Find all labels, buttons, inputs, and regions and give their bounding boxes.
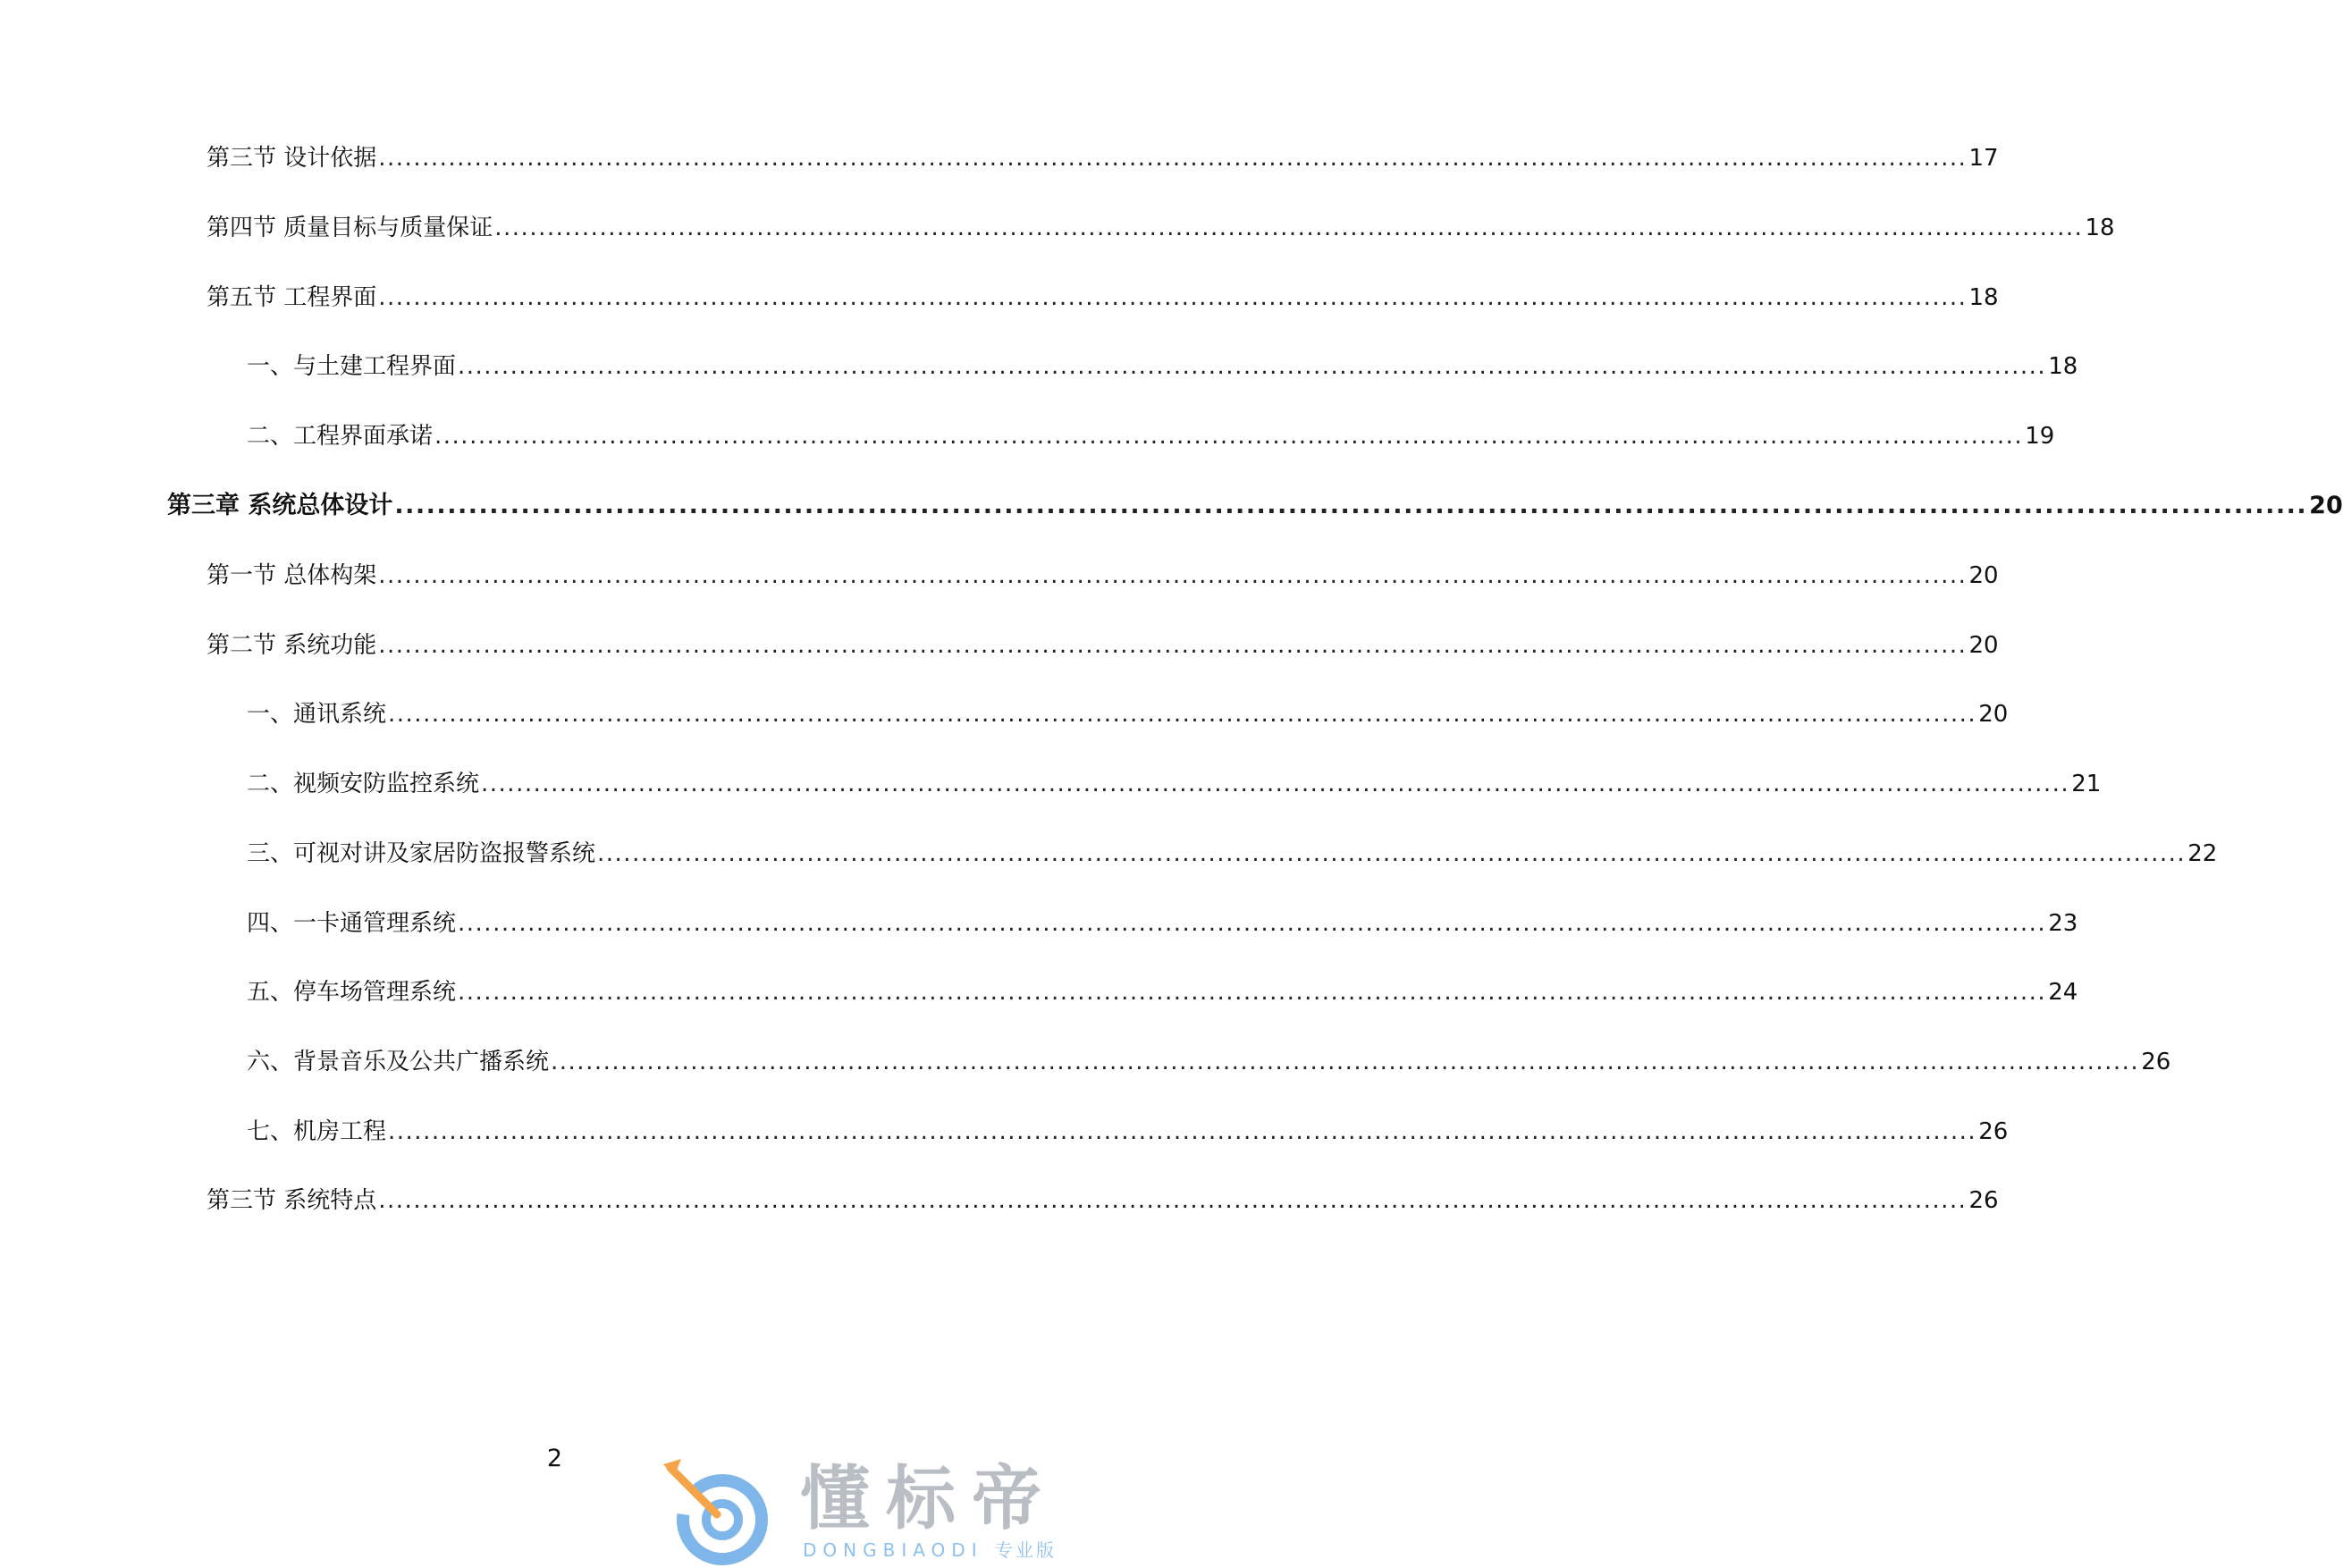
toc-entry[interactable]	[206, 556, 1999, 595]
toc-entry[interactable]	[247, 695, 2009, 734]
toc-leader-dots: ......................................................................................................................................................................................	[378, 562, 1968, 589]
toc-entry-label: 二、工程界面承诺	[247, 423, 434, 450]
toc-entry-label: 第三章 系统总体设计	[167, 492, 393, 519]
toc-entry[interactable]	[206, 1181, 1999, 1220]
toc-entry-page: 18	[2085, 215, 2115, 241]
toc-entry[interactable]	[247, 1042, 2171, 1082]
toc-entry-page: 20	[1978, 701, 2009, 728]
toc-entry[interactable]	[247, 904, 2078, 943]
toc-entry-page: 22	[2187, 840, 2218, 867]
toc-leader-dots: ......................................................................................................................................................................................	[388, 1118, 1977, 1145]
watermark-latin: DONGBIAODI	[803, 1539, 983, 1561]
toc-entry-page: 26	[1968, 1187, 1999, 1214]
toc-leader-dots: ......................................................................................................................................................................................	[458, 979, 2047, 1006]
toc-entry-label: 第五节 工程界面	[206, 284, 377, 311]
toc-entry-label: 二、视频安防监控系统	[247, 771, 480, 797]
toc-leader-dots: ......................................................................................................................................................................................	[394, 492, 2308, 519]
toc-leader-dots: ......................................................................................................................................................................................	[458, 353, 2047, 380]
watermark-edition: 专业版	[994, 1539, 1057, 1561]
toc-entry[interactable]	[247, 764, 2102, 804]
toc-entry[interactable]	[247, 834, 2218, 873]
toc-entry-page: 18	[1968, 284, 1999, 311]
toc-leader-dots: ......................................................................................................................................................................................	[378, 632, 1968, 659]
toc-entry[interactable]	[206, 278, 1999, 317]
toc-chapter-entry[interactable]	[167, 486, 2343, 526]
toc-leader-dots: ......................................................................................................................................................................................	[434, 423, 2024, 450]
toc-entry-label: 七、机房工程	[247, 1118, 387, 1145]
toc-entry-label: 四、一卡通管理系统	[247, 910, 457, 937]
target-logo-icon	[662, 1457, 778, 1568]
toc-entry-label: 第三节 设计依据	[206, 145, 377, 172]
toc-entry[interactable]	[247, 1112, 2009, 1151]
toc-entry-page: 26	[1978, 1118, 2009, 1145]
toc-entry-page: 20	[1968, 632, 1999, 659]
toc-entry-label: 一、与土建工程界面	[247, 353, 457, 380]
toc-leader-dots: ......................................................................................................................................................................................	[551, 1049, 2140, 1075]
toc-entry-page: 20	[2309, 492, 2343, 519]
toc-leader-dots: ......................................................................................................................................................................................	[458, 910, 2047, 937]
toc-entry[interactable]	[206, 208, 2115, 248]
toc-entry[interactable]	[247, 347, 2078, 386]
toc-leader-dots: ......................................................................................................................................................................................	[597, 840, 2187, 867]
toc-entry-page: 19	[2025, 423, 2055, 450]
toc-entry-page: 17	[1968, 145, 1999, 172]
toc-entry-label: 第一节 总体构架	[206, 562, 377, 589]
toc-entry-page: 20	[1968, 562, 1999, 589]
toc-entry-page: 24	[2048, 979, 2078, 1006]
toc-entry-label: 五、停车场管理系统	[247, 979, 457, 1006]
toc-entry-page: 18	[2048, 353, 2078, 380]
toc-entry-page: 26	[2141, 1049, 2171, 1075]
toc-entry[interactable]	[247, 973, 2078, 1012]
toc-entry-label: 第四节 质量目标与质量保证	[206, 215, 493, 241]
watermark-subtitle	[803, 1539, 1057, 1561]
toc-leader-dots: ......................................................................................................................................................................................	[388, 701, 1977, 728]
toc-leader-dots: ......................................................................................................................................................................................	[494, 215, 2084, 241]
toc-entry-label: 三、可视对讲及家居防盗报警系统	[247, 840, 596, 867]
toc-leader-dots: ......................................................................................................................................................................................	[378, 145, 1968, 172]
toc-entry-label: 第二节 系统功能	[206, 632, 377, 659]
watermark-brand: 懂标帝	[800, 1459, 1058, 1539]
toc-entry-label: 六、背景音乐及公共广播系统	[247, 1049, 550, 1075]
toc-leader-dots: ......................................................................................................................................................................................	[378, 1187, 1968, 1214]
watermark	[662, 1457, 1091, 1564]
toc-entry[interactable]	[206, 626, 1999, 665]
toc-entry[interactable]	[247, 417, 2055, 456]
page-number: 2	[546, 1445, 563, 1472]
toc-entry-page: 23	[2048, 910, 2078, 937]
toc-leader-dots: ......................................................................................................................................................................................	[481, 771, 2070, 797]
toc-entry[interactable]	[206, 139, 1999, 178]
toc-entry-page: 21	[2071, 771, 2102, 797]
toc-entry-label: 一、通讯系统	[247, 701, 387, 728]
toc-leader-dots: ......................................................................................................................................................................................	[378, 284, 1968, 311]
toc-entry-label: 第三节 系统特点	[206, 1187, 377, 1214]
